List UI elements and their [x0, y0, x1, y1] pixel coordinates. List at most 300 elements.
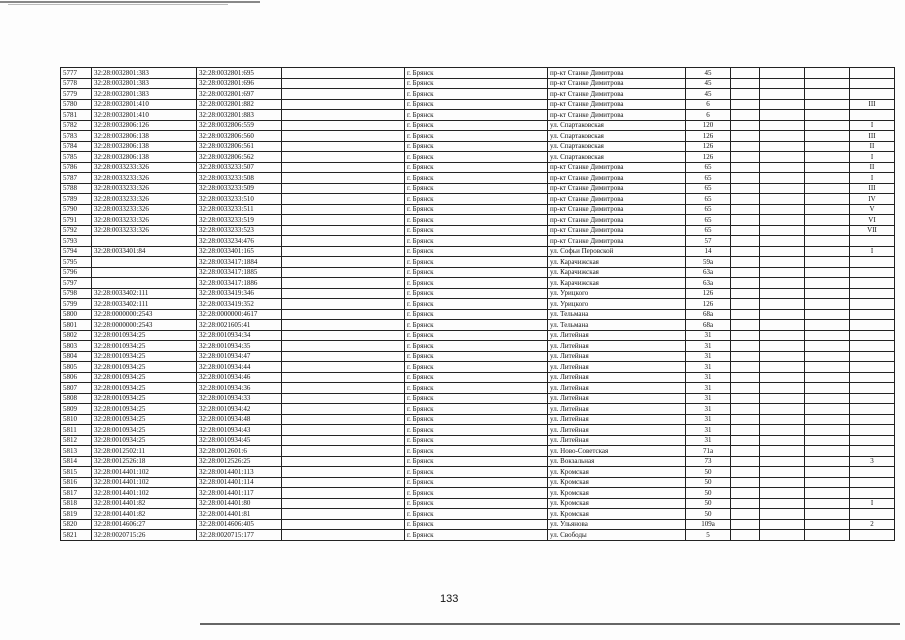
parent-cadastral-cell: 32:28:0000000:2543 — [92, 320, 197, 331]
empty-cell — [731, 236, 760, 247]
street-cell: ул. Кромская — [548, 477, 686, 488]
street-cell: ул. Карачижская — [548, 278, 686, 289]
parent-cadastral-cell: 32:28:0014401:82 — [92, 498, 197, 509]
house-number-cell: 31 — [686, 372, 731, 383]
empty-cell — [760, 183, 805, 194]
parent-cadastral-cell — [92, 257, 197, 268]
empty-cell — [731, 341, 760, 352]
city-cell: г. Брянск — [405, 78, 548, 89]
cadastral-number-cell: 32:28:0033417:1884 — [197, 257, 282, 268]
street-cell: ул. Литейная — [548, 351, 686, 362]
row-number-cell: 5801 — [61, 320, 92, 331]
row-number-cell: 5807 — [61, 383, 92, 394]
empty-cell — [731, 99, 760, 110]
empty-cell — [805, 351, 850, 362]
parent-cadastral-cell: 32:28:0033402:111 — [92, 299, 197, 310]
city-cell: г. Брянск — [405, 477, 548, 488]
street-cell: ул. Кромская — [548, 488, 686, 499]
city-cell: г. Брянск — [405, 330, 548, 341]
parent-cadastral-cell: 32:28:0032801:410 — [92, 110, 197, 121]
house-number-cell: 31 — [686, 330, 731, 341]
empty-cell — [805, 362, 850, 373]
house-number-cell: 126 — [686, 299, 731, 310]
empty-cell — [760, 141, 805, 152]
table-row — [61, 246, 895, 257]
parent-cadastral-cell: 32:28:0000000:2543 — [92, 309, 197, 320]
premises-number-cell — [850, 288, 895, 299]
empty-cell — [805, 519, 850, 530]
empty-cell — [731, 530, 760, 541]
empty-cell — [760, 68, 805, 79]
premises-number-cell: IV — [850, 194, 895, 205]
empty-cell — [731, 246, 760, 257]
table-row — [61, 120, 895, 131]
cadastral-number-cell: 32:28:0033233:519 — [197, 215, 282, 226]
table-row — [61, 267, 895, 278]
empty-cell — [282, 383, 405, 394]
city-cell: г. Брянск — [405, 341, 548, 352]
street-cell: пр-кт Станке Димитрова — [548, 99, 686, 110]
empty-cell — [731, 257, 760, 268]
table-row — [61, 162, 895, 173]
row-number-cell: 5810 — [61, 414, 92, 425]
premises-number-cell — [850, 425, 895, 436]
street-cell: ул. Тельмана — [548, 309, 686, 320]
row-number-cell: 5789 — [61, 194, 92, 205]
row-number-cell: 5820 — [61, 519, 92, 530]
premises-number-cell: III — [850, 131, 895, 142]
row-number-cell: 5803 — [61, 341, 92, 352]
row-number-cell: 5779 — [61, 89, 92, 100]
empty-cell — [731, 215, 760, 226]
row-number-cell: 5795 — [61, 257, 92, 268]
premises-number-cell — [850, 404, 895, 415]
city-cell: г. Брянск — [405, 288, 548, 299]
city-cell: г. Брянск — [405, 372, 548, 383]
house-number-cell: 126 — [686, 131, 731, 142]
empty-cell — [282, 519, 405, 530]
empty-cell — [805, 383, 850, 394]
house-number-cell: 5 — [686, 530, 731, 541]
row-number-cell: 5811 — [61, 425, 92, 436]
empty-cell — [282, 68, 405, 79]
empty-cell — [731, 183, 760, 194]
table-row — [61, 278, 895, 289]
empty-cell — [282, 456, 405, 467]
city-cell: г. Брянск — [405, 173, 548, 184]
cadastral-number-cell: 32:28:0033419:346 — [197, 288, 282, 299]
cadastral-number-cell: 32:28:0010934:47 — [197, 351, 282, 362]
table-row — [61, 330, 895, 341]
empty-cell — [282, 341, 405, 352]
table-row — [61, 173, 895, 184]
empty-cell — [731, 120, 760, 131]
empty-cell — [731, 131, 760, 142]
house-number-cell: 31 — [686, 404, 731, 415]
premises-number-cell — [850, 267, 895, 278]
cadastral-number-cell: 32:28:0032806:561 — [197, 141, 282, 152]
empty-cell — [282, 131, 405, 142]
cadastral-number-cell: 32:28:0032801:695 — [197, 68, 282, 79]
house-number-cell: 68а — [686, 320, 731, 331]
row-number-cell: 5813 — [61, 446, 92, 457]
cadastral-number-cell: 32:28:0021605:41 — [197, 320, 282, 331]
row-number-cell: 5804 — [61, 351, 92, 362]
house-number-cell: 59а — [686, 257, 731, 268]
scan-bottom-line — [200, 623, 900, 625]
row-number-cell: 5817 — [61, 488, 92, 499]
row-number-cell: 5780 — [61, 99, 92, 110]
premises-number-cell: 3 — [850, 456, 895, 467]
empty-cell — [282, 509, 405, 520]
street-cell: ул. Урицкого — [548, 288, 686, 299]
street-cell: пр-кт Станке Димитрова — [548, 225, 686, 236]
street-cell: пр-кт Станке Димитрова — [548, 204, 686, 215]
empty-cell — [760, 498, 805, 509]
empty-cell — [282, 152, 405, 163]
table-row — [61, 341, 895, 352]
house-number-cell: 63а — [686, 267, 731, 278]
cadastral-number-cell: 32:28:0032801:696 — [197, 78, 282, 89]
city-cell: г. Брянск — [405, 278, 548, 289]
house-number-cell: 45 — [686, 78, 731, 89]
street-cell: пр-кт Станке Димитрова — [548, 89, 686, 100]
table-row — [61, 498, 895, 509]
house-number-cell: 126 — [686, 141, 731, 152]
empty-cell — [760, 320, 805, 331]
empty-cell — [760, 267, 805, 278]
parent-cadastral-cell: 32:28:0012526:18 — [92, 456, 197, 467]
empty-cell — [282, 78, 405, 89]
empty-cell — [805, 183, 850, 194]
street-cell: ул. Свободы — [548, 530, 686, 541]
empty-cell — [282, 446, 405, 457]
table-row — [61, 288, 895, 299]
cadastral-number-cell: 32:28:0033234:476 — [197, 236, 282, 247]
premises-number-cell: V — [850, 204, 895, 215]
parent-cadastral-cell: 32:28:0014401:102 — [92, 467, 197, 478]
empty-cell — [731, 89, 760, 100]
empty-cell — [760, 519, 805, 530]
parent-cadastral-cell: 32:28:0014401:82 — [92, 509, 197, 520]
house-number-cell: 31 — [686, 393, 731, 404]
street-cell: пр-кт Станке Димитрова — [548, 194, 686, 205]
empty-cell — [731, 351, 760, 362]
cadastral-number-cell: 32:28:0032801:883 — [197, 110, 282, 121]
empty-cell — [731, 152, 760, 163]
empty-cell — [805, 204, 850, 215]
parent-cadastral-cell: 32:28:0014401:102 — [92, 477, 197, 488]
table-row — [61, 89, 895, 100]
city-cell: г. Брянск — [405, 309, 548, 320]
empty-cell — [282, 372, 405, 383]
table-row — [61, 530, 895, 541]
empty-cell — [760, 351, 805, 362]
table-row — [61, 509, 895, 520]
house-number-cell: 65 — [686, 215, 731, 226]
city-cell: г. Брянск — [405, 299, 548, 310]
table-row — [61, 467, 895, 478]
empty-cell — [805, 215, 850, 226]
row-number-cell: 5797 — [61, 278, 92, 289]
cadastral-number-cell: 32:28:0033233:510 — [197, 194, 282, 205]
empty-cell — [760, 341, 805, 352]
parent-cadastral-cell: 32:28:0014401:102 — [92, 488, 197, 499]
row-number-cell: 5815 — [61, 467, 92, 478]
street-cell: ул. Литейная — [548, 383, 686, 394]
street-cell: ул. Литейная — [548, 425, 686, 436]
empty-cell — [805, 498, 850, 509]
row-number-cell: 5816 — [61, 477, 92, 488]
empty-cell — [282, 299, 405, 310]
table-row — [61, 519, 895, 530]
city-cell: г. Брянск — [405, 225, 548, 236]
empty-cell — [282, 414, 405, 425]
parent-cadastral-cell: 32:28:0032806:138 — [92, 131, 197, 142]
empty-cell — [282, 435, 405, 446]
house-number-cell: 73 — [686, 456, 731, 467]
empty-cell — [282, 173, 405, 184]
premises-number-cell — [850, 320, 895, 331]
cadastral-number-cell: 32:28:0033233:509 — [197, 183, 282, 194]
table-row — [61, 152, 895, 163]
house-number-cell: 65 — [686, 183, 731, 194]
table-row — [61, 309, 895, 320]
empty-cell — [760, 477, 805, 488]
premises-number-cell — [850, 257, 895, 268]
empty-cell — [731, 141, 760, 152]
street-cell: ул. Урицкого — [548, 299, 686, 310]
row-number-cell: 5782 — [61, 120, 92, 131]
city-cell: г. Брянск — [405, 152, 548, 163]
cadastral-number-cell: 32:28:0033233:507 — [197, 162, 282, 173]
empty-cell — [805, 288, 850, 299]
street-cell: ул. Литейная — [548, 393, 686, 404]
empty-cell — [805, 173, 850, 184]
table-row — [61, 215, 895, 226]
empty-cell — [805, 414, 850, 425]
house-number-cell: 65 — [686, 194, 731, 205]
parent-cadastral-cell: 32:28:0033233:326 — [92, 204, 197, 215]
parent-cadastral-cell: 32:28:0033233:326 — [92, 162, 197, 173]
parent-cadastral-cell: 32:28:0010934:25 — [92, 362, 197, 373]
empty-cell — [760, 509, 805, 520]
cadastral-number-cell: 32:28:0012601:6 — [197, 446, 282, 457]
premises-number-cell: II — [850, 141, 895, 152]
parent-cadastral-cell: 32:28:0010934:25 — [92, 372, 197, 383]
premises-number-cell: III — [850, 99, 895, 110]
parent-cadastral-cell: 32:28:0032806:138 — [92, 152, 197, 163]
table-row — [61, 78, 895, 89]
empty-cell — [760, 120, 805, 131]
empty-cell — [731, 194, 760, 205]
empty-cell — [731, 477, 760, 488]
premises-number-cell: VI — [850, 215, 895, 226]
empty-cell — [805, 78, 850, 89]
parent-cadastral-cell: 32:28:0010934:25 — [92, 330, 197, 341]
city-cell: г. Брянск — [405, 246, 548, 257]
empty-cell — [282, 477, 405, 488]
empty-cell — [282, 183, 405, 194]
row-number-cell: 5812 — [61, 435, 92, 446]
house-number-cell: 6 — [686, 99, 731, 110]
empty-cell — [731, 173, 760, 184]
house-number-cell: 31 — [686, 425, 731, 436]
premises-number-cell — [850, 351, 895, 362]
premises-number-cell: I — [850, 120, 895, 131]
table-row — [61, 194, 895, 205]
table-row — [61, 110, 895, 121]
cadastral-number-cell: 32:28:0033233:508 — [197, 173, 282, 184]
parent-cadastral-cell: 32:28:0033402:111 — [92, 288, 197, 299]
empty-cell — [805, 488, 850, 499]
empty-cell — [805, 341, 850, 352]
row-number-cell: 5821 — [61, 530, 92, 541]
row-number-cell: 5793 — [61, 236, 92, 247]
cadastral-number-cell: 32:28:0032806:559 — [197, 120, 282, 131]
row-number-cell: 5791 — [61, 215, 92, 226]
parent-cadastral-cell: 32:28:0020715:26 — [92, 530, 197, 541]
house-number-cell: 14 — [686, 246, 731, 257]
house-number-cell: 57 — [686, 236, 731, 247]
empty-cell — [760, 404, 805, 415]
empty-cell — [805, 320, 850, 331]
parent-cadastral-cell: 32:28:0032806:138 — [92, 141, 197, 152]
parent-cadastral-cell: 32:28:0033401:84 — [92, 246, 197, 257]
premises-number-cell: 2 — [850, 519, 895, 530]
empty-cell — [282, 236, 405, 247]
parent-cadastral-cell — [92, 278, 197, 289]
cadastral-number-cell: 32:28:0033233:523 — [197, 225, 282, 236]
street-cell: ул. Литейная — [548, 404, 686, 415]
premises-number-cell: I — [850, 152, 895, 163]
empty-cell — [760, 288, 805, 299]
empty-cell — [805, 162, 850, 173]
cadastral-number-cell: 32:28:0000000:4617 — [197, 309, 282, 320]
cadastral-number-cell: 32:28:0010934:43 — [197, 425, 282, 436]
empty-cell — [805, 225, 850, 236]
empty-cell — [731, 162, 760, 173]
empty-cell — [760, 204, 805, 215]
cadastral-number-cell: 32:28:0010934:35 — [197, 341, 282, 352]
parent-cadastral-cell: 32:28:0033233:326 — [92, 183, 197, 194]
cadastral-number-cell: 32:28:0010934:44 — [197, 362, 282, 373]
empty-cell — [805, 456, 850, 467]
cadastral-number-cell: 32:28:0032806:562 — [197, 152, 282, 163]
empty-cell — [805, 278, 850, 289]
empty-cell — [282, 309, 405, 320]
premises-number-cell — [850, 509, 895, 520]
city-cell: г. Брянск — [405, 236, 548, 247]
table-row — [61, 99, 895, 110]
empty-cell — [731, 299, 760, 310]
city-cell: г. Брянск — [405, 320, 548, 331]
empty-cell — [731, 414, 760, 425]
empty-cell — [760, 362, 805, 373]
empty-cell — [805, 257, 850, 268]
street-cell: ул. Спартаковская — [548, 120, 686, 131]
parent-cadastral-cell: 32:28:0033233:326 — [92, 225, 197, 236]
premises-number-cell: II — [850, 162, 895, 173]
empty-cell — [760, 446, 805, 457]
empty-cell — [731, 393, 760, 404]
parent-cadastral-cell: 32:28:0010934:25 — [92, 393, 197, 404]
city-cell: г. Брянск — [405, 393, 548, 404]
street-cell: ул. Кромская — [548, 498, 686, 509]
house-number-cell: 68а — [686, 309, 731, 320]
row-number-cell: 5806 — [61, 372, 92, 383]
house-number-cell: 31 — [686, 341, 731, 352]
empty-cell — [282, 404, 405, 415]
empty-cell — [731, 330, 760, 341]
empty-cell — [282, 89, 405, 100]
city-cell: г. Брянск — [405, 530, 548, 541]
premises-number-cell — [850, 236, 895, 247]
street-cell: ул. Карачижская — [548, 257, 686, 268]
parent-cadastral-cell: 32:28:0012502:11 — [92, 446, 197, 457]
empty-cell — [760, 110, 805, 121]
empty-cell — [760, 299, 805, 310]
row-number-cell: 5799 — [61, 299, 92, 310]
empty-cell — [282, 246, 405, 257]
empty-cell — [805, 99, 850, 110]
parent-cadastral-cell: 32:28:0010934:25 — [92, 425, 197, 436]
empty-cell — [760, 99, 805, 110]
empty-cell — [282, 120, 405, 131]
empty-cell — [282, 488, 405, 499]
cadastral-number-cell: 32:28:0032801:882 — [197, 99, 282, 110]
street-cell: пр-кт Станке Димитрова — [548, 68, 686, 79]
empty-cell — [805, 425, 850, 436]
parent-cadastral-cell: 32:28:0032806:126 — [92, 120, 197, 131]
city-cell: г. Брянск — [405, 498, 548, 509]
premises-number-cell — [850, 309, 895, 320]
table-row — [61, 351, 895, 362]
table-row — [61, 477, 895, 488]
page-number: 133 — [440, 593, 459, 605]
row-number-cell: 5819 — [61, 509, 92, 520]
empty-cell — [731, 404, 760, 415]
street-cell: пр-кт Станке Димитрова — [548, 162, 686, 173]
empty-cell — [731, 68, 760, 79]
row-number-cell: 5787 — [61, 173, 92, 184]
cadastral-number-cell: 32:28:0033417:1886 — [197, 278, 282, 289]
parent-cadastral-cell: 32:28:0033233:326 — [92, 173, 197, 184]
table-row — [61, 225, 895, 236]
empty-cell — [760, 530, 805, 541]
empty-cell — [760, 467, 805, 478]
premises-number-cell — [850, 477, 895, 488]
scan-edge-line — [0, 1, 260, 3]
row-number-cell: 5814 — [61, 456, 92, 467]
register-table-body — [61, 68, 895, 541]
empty-cell — [805, 372, 850, 383]
premises-number-cell — [850, 446, 895, 457]
table-row — [61, 435, 895, 446]
cadastral-number-cell: 32:28:0033417:1885 — [197, 267, 282, 278]
parent-cadastral-cell: 32:28:0033233:326 — [92, 215, 197, 226]
parent-cadastral-cell: 32:28:0010934:25 — [92, 351, 197, 362]
city-cell: г. Брянск — [405, 351, 548, 362]
empty-cell — [760, 194, 805, 205]
empty-cell — [805, 68, 850, 79]
parent-cadastral-cell: 32:28:0010934:25 — [92, 383, 197, 394]
city-cell: г. Брянск — [405, 183, 548, 194]
street-cell: ул. Литейная — [548, 414, 686, 425]
city-cell: г. Брянск — [405, 467, 548, 478]
parent-cadastral-cell — [92, 267, 197, 278]
city-cell: г. Брянск — [405, 131, 548, 142]
